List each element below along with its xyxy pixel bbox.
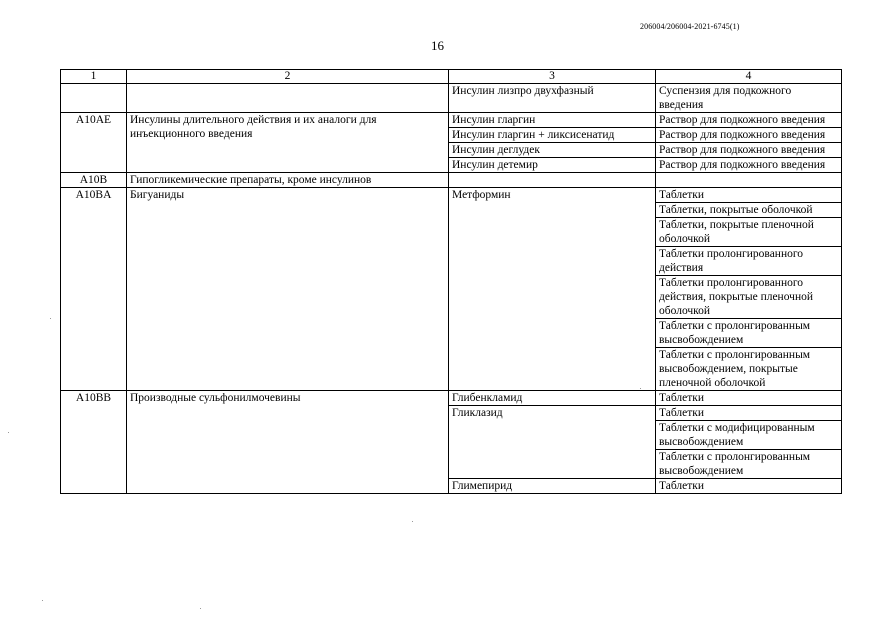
atc-code-cell: [61, 84, 127, 113]
form-cell: Таблетки с пролонгированным высвобождением: [656, 450, 842, 479]
scan-speck: [200, 608, 201, 609]
form-cell: Раствор для подкожного введения: [656, 128, 842, 143]
form-cell: Таблетки пролонгированного действия, покрытые пленочной оболочкой: [656, 276, 842, 319]
drug-table: [60, 69, 842, 494]
scan-speck: [42, 600, 43, 601]
table-row: [61, 188, 842, 203]
table-row: [61, 84, 842, 113]
scan-speck: [8, 432, 9, 433]
drug-cell: Инсулин детемир: [449, 158, 656, 173]
column-header-1: 1: [61, 70, 127, 84]
form-cell: Раствор для подкожного введения: [656, 158, 842, 173]
drug-cell: Инсулин гларгин: [449, 113, 656, 128]
drug-cell: Глимепирид: [449, 479, 656, 494]
atc-code-cell: A10B: [61, 173, 127, 188]
atc-code-cell: A10BB: [61, 391, 127, 494]
scan-speck: [50, 318, 51, 319]
column-header-4: 4: [656, 70, 842, 84]
group-cell: [127, 84, 449, 113]
drug-cell: Метформин: [449, 188, 656, 391]
table-header-row: [61, 70, 842, 84]
form-cell: Таблетки: [656, 391, 842, 406]
form-cell: Таблетки: [656, 188, 842, 203]
form-cell: Таблетки, покрытые пленочной оболочкой: [656, 218, 842, 247]
form-cell: Таблетки с пролонгированным высвобождением, покрытые пленочной оболочкой: [656, 348, 842, 391]
form-cell: Таблетки с пролонгированным высвобождением: [656, 319, 842, 348]
group-cell: Гипогликемические препараты, кроме инсулинов: [127, 173, 449, 188]
form-cell: Суспензия для подкожного введения: [656, 84, 842, 113]
form-cell: Таблетки пролонгированного действия: [656, 247, 842, 276]
column-header-2: 2: [127, 70, 449, 84]
form-cell: Таблетки с модифицированным высвобождением: [656, 421, 842, 450]
column-header-3: 3: [449, 70, 656, 84]
scan-speck: [640, 388, 641, 389]
page-number: 16: [431, 38, 444, 53]
form-cell: Таблетки: [656, 479, 842, 494]
form-cell: Раствор для подкожного введения: [656, 113, 842, 128]
drug-cell: Инсулин гларгин + ликсисенатид: [449, 128, 656, 143]
form-cell: Раствор для подкожного введения: [656, 143, 842, 158]
form-cell: Таблетки: [656, 406, 842, 421]
table-row: [61, 113, 842, 128]
form-cell: [656, 173, 842, 188]
drug-cell: Инсулин деглудек: [449, 143, 656, 158]
scan-speck: [412, 521, 413, 522]
group-cell: Производные сульфонилмочевины: [127, 391, 449, 494]
form-cell: Таблетки, покрытые оболочкой: [656, 203, 842, 218]
atc-code-cell: A10AE: [61, 113, 127, 173]
drug-cell: Глибенкламид: [449, 391, 656, 406]
table-row: [61, 173, 842, 188]
document-id: 206004/206004-2021-6745(1): [640, 22, 740, 31]
atc-code-cell: A10BA: [61, 188, 127, 391]
group-cell: Инсулины длительного действия и их аналоги для инъекционного введения: [127, 113, 449, 173]
drug-cell: Инсулин лизпро двухфазный: [449, 84, 656, 113]
table-row: [61, 391, 842, 406]
drug-cell: [449, 173, 656, 188]
group-cell: Бигуаниды: [127, 188, 449, 391]
drug-cell: Гликлазид: [449, 406, 656, 479]
